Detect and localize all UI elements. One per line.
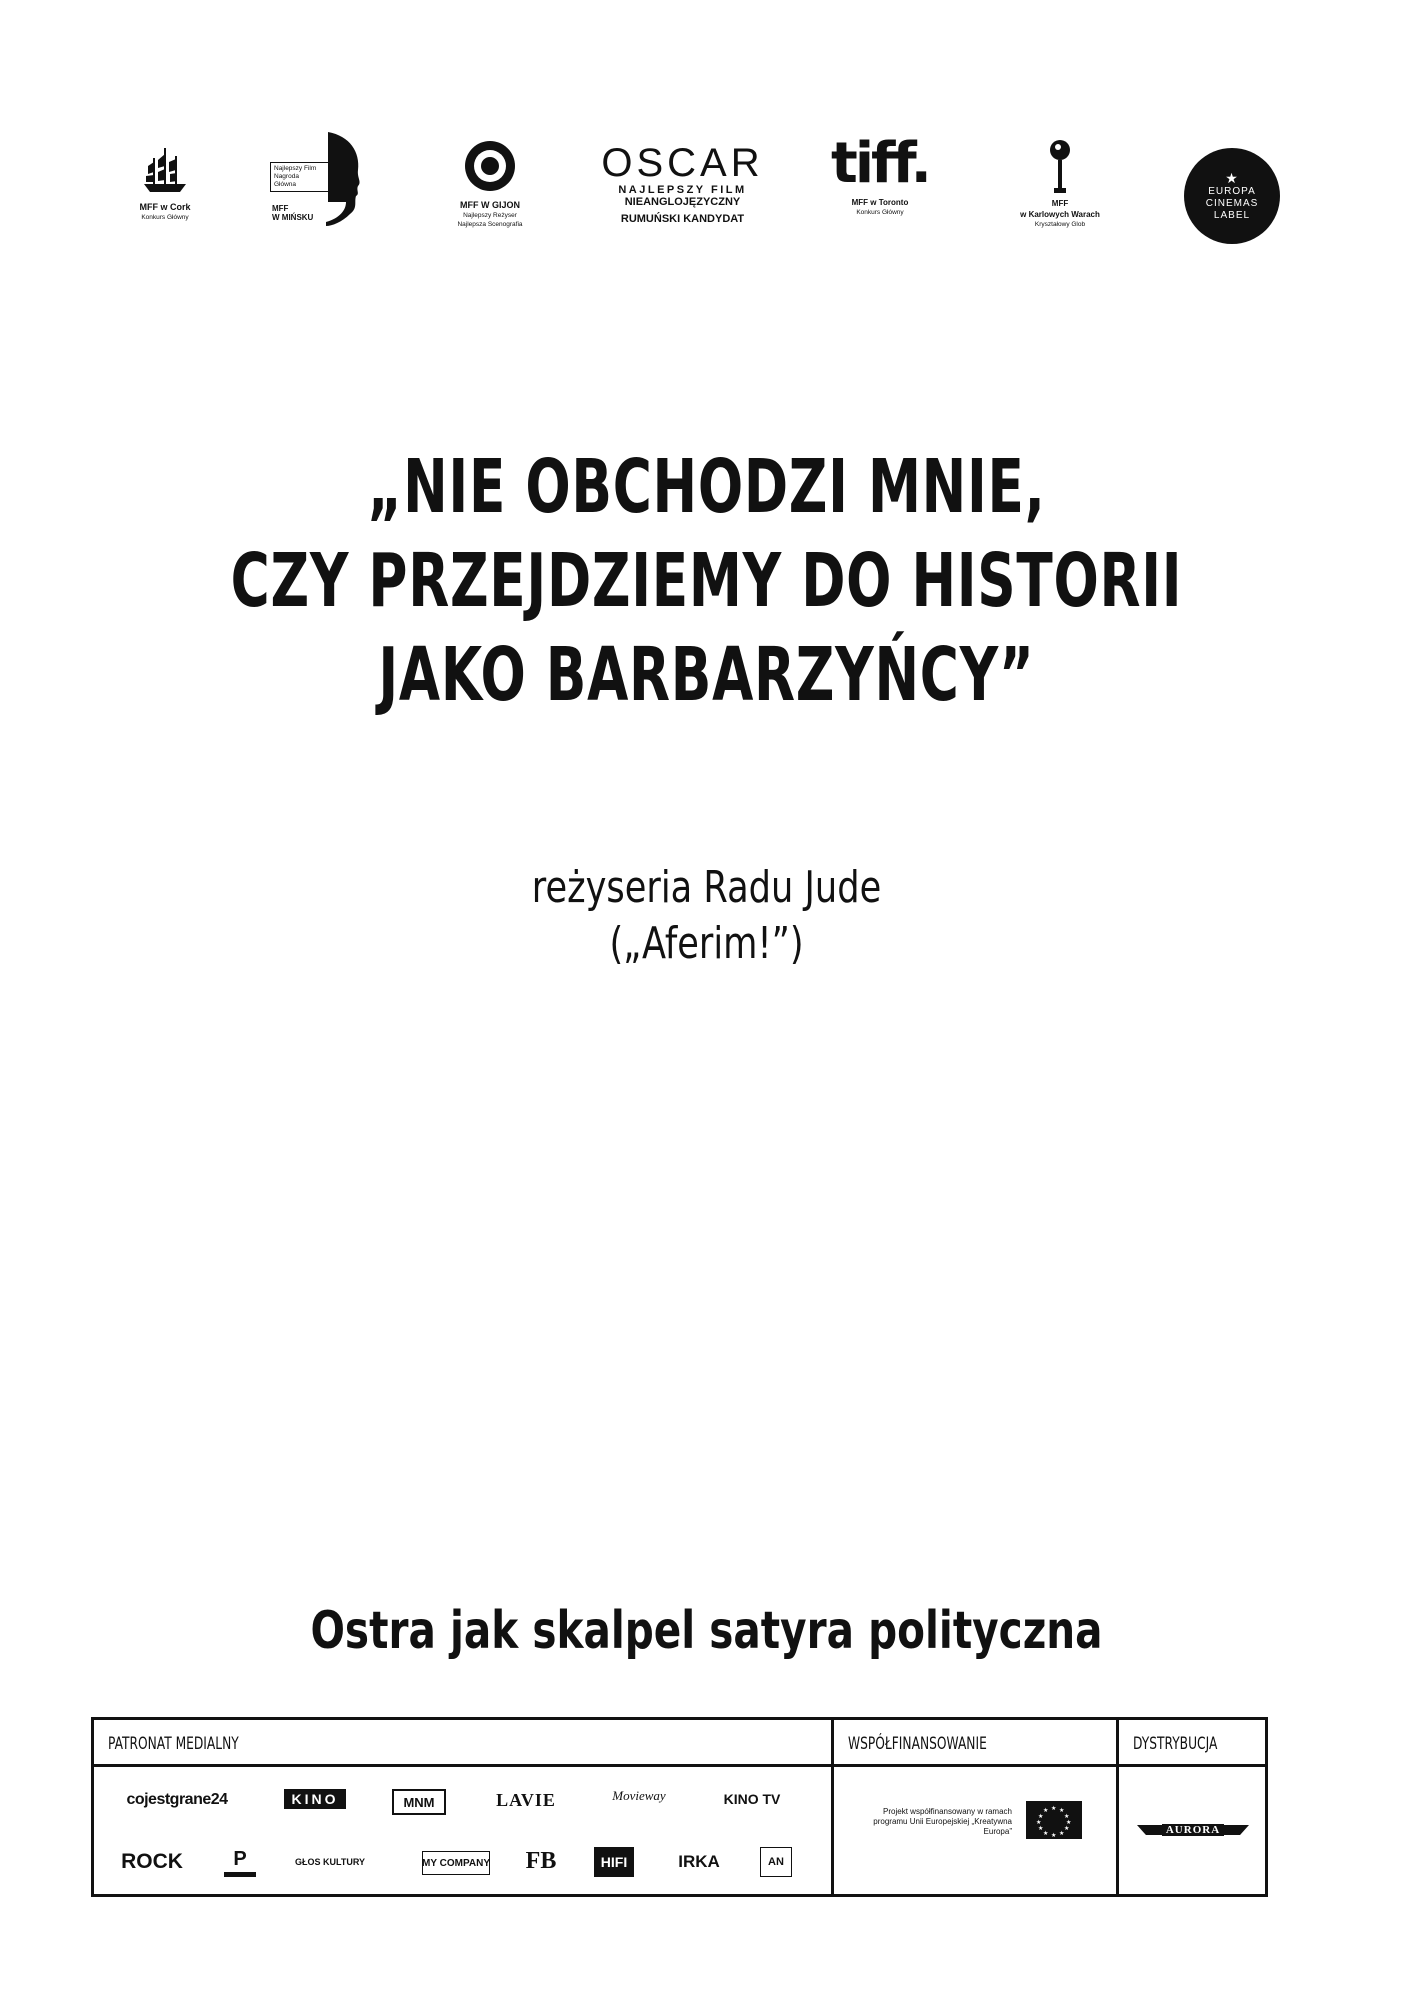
award-gijon-sub: Najlepsza Scenografia: [457, 221, 523, 228]
logo-aurora: [1137, 1821, 1249, 1839]
europa-line: CINEMAS: [1205, 198, 1259, 209]
logo-p: P: [224, 1847, 256, 1877]
award-kv-caption: w Karlowych Warach: [1020, 210, 1100, 219]
award-tiff: [825, 130, 935, 217]
award-gijon-sub: Najlepszy Reżyser: [463, 212, 517, 219]
award-minsk-box-line: Najlepszy Film: [274, 165, 317, 172]
headline-line: „NIE OBCHODZI MNIE,: [367, 444, 1046, 530]
award-cork-caption: MFF w Cork: [139, 202, 191, 212]
tagline: Ostra jak skalpel satyra polityczna: [310, 1601, 1103, 1661]
director-previous-film: („Aferim!”): [609, 918, 804, 969]
logo-lavie: LAVIE: [496, 1789, 556, 1810]
award-minsk-box: [270, 162, 340, 192]
oscar-line: RUMUŃSKI KANDYDAT: [620, 213, 745, 225]
sponsor-panel: [91, 1717, 1268, 1897]
cofinancing-text: Projekt współfinansowany w ramach programu Unii Europejskiej „Kreatywna Europa”: [873, 1807, 1012, 1836]
logo-kino-tv: KINO TV: [723, 1791, 781, 1807]
award-gijon: [435, 130, 545, 229]
media-patronage-heading: PATRONAT MEDIALNY: [94, 1720, 831, 1767]
award-minsk: [262, 130, 372, 240]
logo-glos-kultury: GŁOS KULTURY: [295, 1857, 365, 1867]
media-logos: [94, 1767, 831, 1894]
logo-fb: FB: [525, 1847, 557, 1874]
headline-line: JAKO BARBARZYŃCY”: [378, 632, 1035, 718]
cofinancing-logos: [834, 1767, 1116, 1894]
logo-movieway: Movieway: [612, 1788, 666, 1803]
globe-trophy-icon: [1048, 138, 1072, 198]
europa-cinemas-badge: [1184, 148, 1280, 244]
award-minsk-caption-line: W MIŃSKU: [272, 213, 314, 222]
festival-awards-row: [0, 130, 1413, 240]
award-minsk-caption-line: MFF: [272, 204, 289, 213]
logo-hifi: HIFI: [594, 1847, 634, 1877]
tiff-logo: tiff.: [831, 131, 929, 196]
star-icon: ★: [1225, 170, 1239, 186]
logo-my-company: MY COMPANY: [422, 1851, 490, 1875]
logo-rock: ROCK: [121, 1850, 183, 1873]
award-oscar: [595, 130, 770, 225]
director-line: reżyseria Radu Jude: [531, 862, 882, 913]
media-patronage-column: [94, 1720, 834, 1894]
headline-quote: [198, 440, 1215, 722]
award-kv-sub: Kryształowy Glob: [1034, 221, 1086, 228]
distribution-logos: [1119, 1767, 1265, 1894]
award-minsk-caption: [272, 204, 313, 222]
oscar-logo: OSCAR: [601, 141, 764, 185]
logo-an: AN: [760, 1847, 792, 1877]
europa-line: EUROPA: [1208, 186, 1256, 197]
logo-cojestgrane24: cojestgrane24: [126, 1791, 228, 1808]
logo-mnm: MNM: [392, 1789, 446, 1815]
award-europa-cinemas: [1182, 130, 1282, 244]
ship-icon: [140, 144, 190, 196]
logo-kino: KINO: [284, 1789, 346, 1809]
award-cork-sub: Konkurs Główny: [141, 214, 189, 221]
award-tiff-caption: MFF w Toronto: [851, 198, 909, 207]
oscar-line: NAJLEPSZY FILM: [618, 184, 747, 196]
cofinancing-heading: WSPÓŁFINANSOWANIE: [834, 1720, 1116, 1767]
distribution-heading: DYSTRYBUCJA: [1119, 1720, 1265, 1767]
cofinancing-column: [834, 1720, 1119, 1894]
award-gijon-caption: MFF W GIJON: [460, 200, 520, 210]
headline-line: CZY PRZEJDZIEMY DO HISTORII: [230, 538, 1183, 624]
distribution-column: [1119, 1720, 1265, 1894]
director-credit: [141, 860, 1271, 972]
eu-flag-icon: ★ ★ ★ ★ ★ ★ ★ ★ ★ ★ ★ ★: [1026, 1801, 1082, 1839]
award-cork: [110, 130, 220, 222]
logo-irka: IRKA: [678, 1852, 720, 1871]
award-minsk-box-line: Główna: [274, 181, 297, 188]
award-karlovy-vary: [990, 130, 1130, 229]
award-kv-caption: MFF: [1051, 199, 1069, 208]
oscar-line: NIEANGLOJĘZYCZNY: [624, 196, 741, 208]
aurora-text: AURORA: [1162, 1824, 1224, 1836]
award-tiff-sub: Konkurs Główny: [856, 209, 904, 216]
award-minsk-box-line: Nagroda: [274, 173, 299, 180]
target-icon: [464, 140, 516, 192]
europa-line: LABEL: [1213, 210, 1251, 221]
